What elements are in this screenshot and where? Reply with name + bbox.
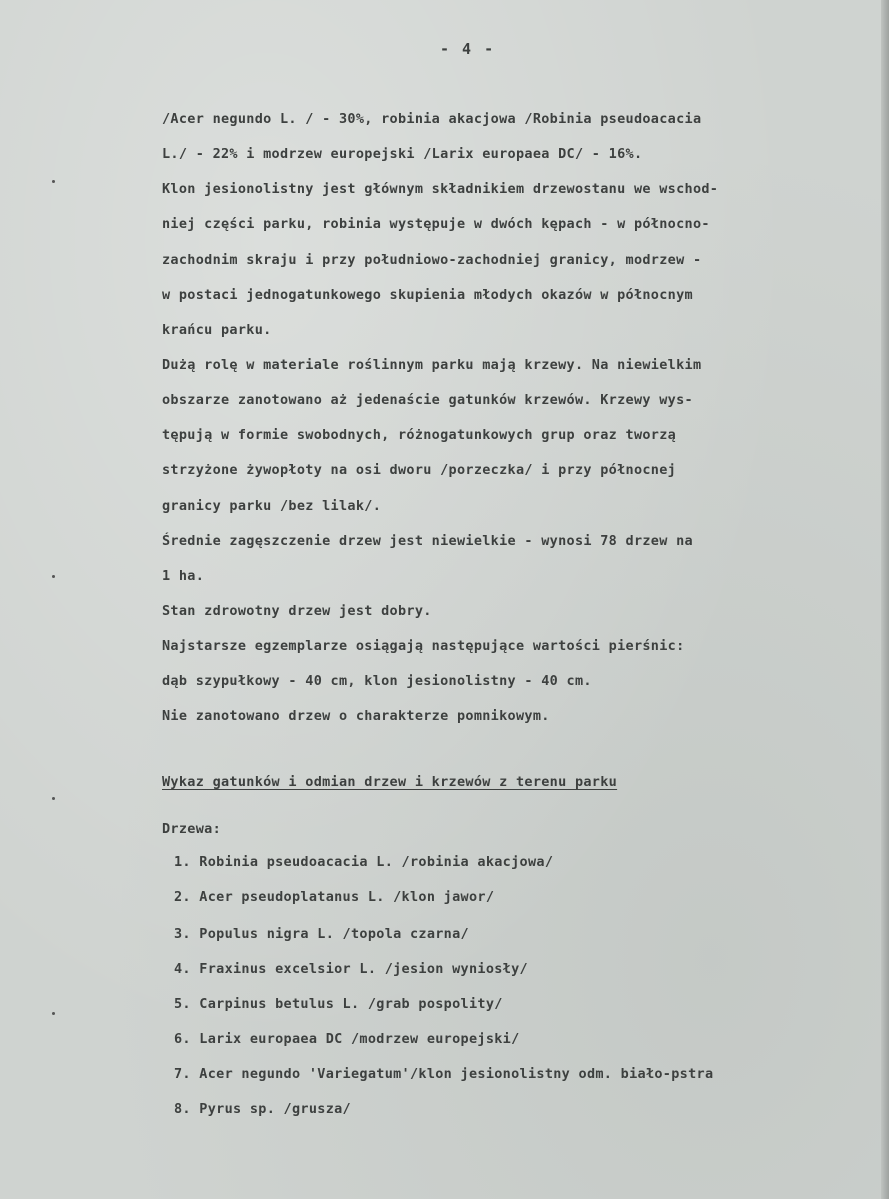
- paragraph-line: Średnie zagęszczenie drzew jest niewielkie - wynosi 78 drzew na: [162, 533, 693, 549]
- paragraph-line: w postaci jednogatunkowego skupienia młodych okazów w północnym: [162, 287, 693, 303]
- paragraph-line: strzyżone żywopłoty na osi dworu /porzeczka/ i przy północnej: [162, 462, 677, 478]
- margin-dot: [52, 797, 55, 800]
- paragraph-line: tępują w formie swobodnych, różnogatunkowych grup oraz tworzą: [162, 427, 677, 443]
- paragraph-line: krańcu parku.: [162, 322, 272, 338]
- margin-dot: [52, 180, 55, 183]
- tree-list-item: 2. Acer pseudoplatanus L. /klon jawor/: [174, 889, 495, 905]
- tree-list-item: 1. Robinia pseudoacacia L. /robinia akacjowa/: [174, 854, 554, 870]
- paragraph-line: dąb szypułkowy - 40 cm, klon jesionolistny - 40 cm.: [162, 673, 592, 689]
- paragraph-line: Klon jesionolistny jest głównym składnikiem drzewostanu we wschod-: [162, 181, 719, 197]
- tree-list-item: 5. Carpinus betulus L. /grab pospolity/: [174, 996, 503, 1012]
- page-number: - 4 -: [440, 40, 496, 58]
- paragraph-line: /Acer negundo L. / - 30%, robinia akacjowa /Robinia pseudoacacia: [162, 111, 702, 127]
- paragraph-line: Najstarsze egzemplarze osiągają następujące wartości pierśnic:: [162, 638, 685, 654]
- tree-list-item: 4. Fraxinus excelsior L. /jesion wyniosły/: [174, 961, 528, 977]
- paragraph-line: Dużą rolę w materiale roślinnym parku mają krzewy. Na niewielkim: [162, 357, 702, 373]
- paragraph-line: L./ - 22% i modrzew europejski /Larix europaea DC/ - 16%.: [162, 146, 643, 162]
- paragraph-line: Nie zanotowano drzew o charakterze pomnikowym.: [162, 708, 550, 724]
- margin-dot: [52, 1012, 55, 1015]
- paragraph-line: niej części parku, robinia występuje w dwóch kępach - w północno-: [162, 216, 710, 232]
- list-heading: Wykaz gatunków i odmian drzew i krzewów z terenu parku: [162, 774, 618, 790]
- page-edge-shadow: [881, 0, 889, 1199]
- paragraph-line: obszarze zanotowano aż jedenaście gatunków krzewów. Krzewy wys-: [162, 392, 693, 408]
- paragraph-line: 1 ha.: [162, 568, 205, 584]
- tree-list-item: 3. Populus nigra L. /topola czarna/: [174, 926, 469, 942]
- paragraph-line: zachodnim skraju i przy południowo-zachodniej granicy, modrzew -: [162, 252, 702, 268]
- paragraph-line: granicy parku /bez lilak/.: [162, 498, 382, 514]
- tree-list-item: 6. Larix europaea DC /modrzew europejski/: [174, 1031, 520, 1047]
- paragraph-line: Stan zdrowotny drzew jest dobry.: [162, 603, 432, 619]
- list-subheading: Drzewa:: [162, 821, 221, 837]
- tree-list-item: 8. Pyrus sp. /grusza/: [174, 1101, 351, 1117]
- tree-list-item: 7. Acer negundo 'Variegatum'/klon jesionolistny odm. biało-pstra: [174, 1066, 714, 1082]
- margin-dot: [52, 575, 55, 578]
